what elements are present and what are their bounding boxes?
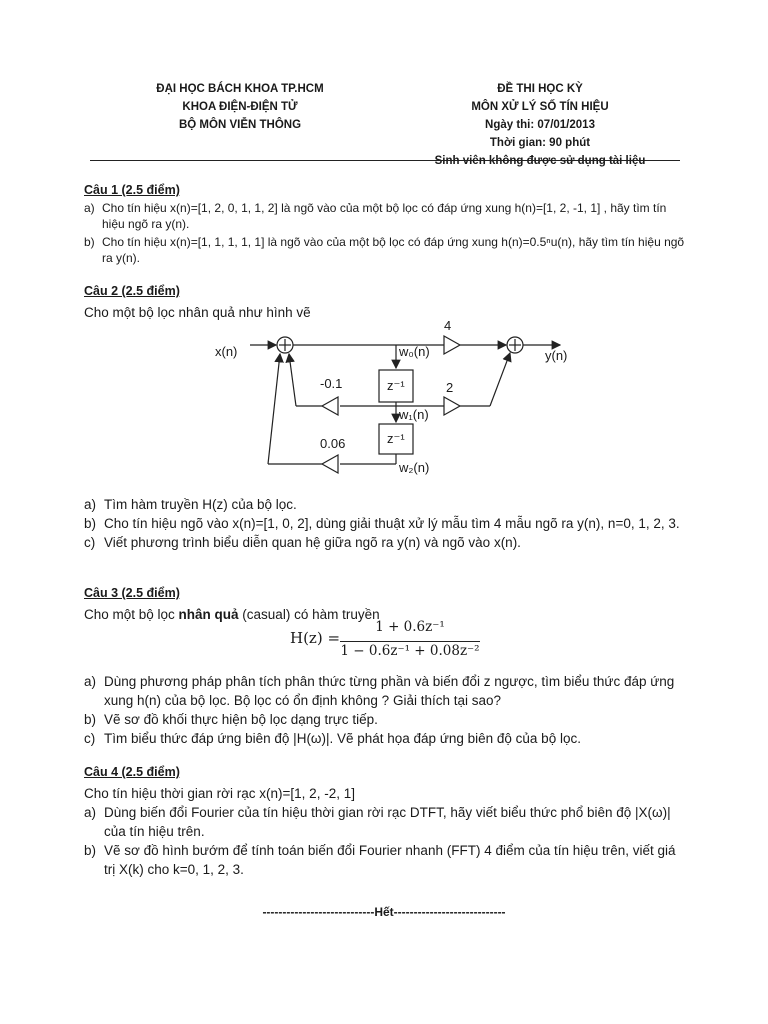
header-divider — [90, 160, 680, 161]
question-4-intro: Cho tín hiệu thời gian rời rạc x(n)=[1, 2, -2, 1] — [84, 786, 355, 801]
fraction-bar — [340, 641, 480, 642]
delay-1-label: z⁻¹ — [387, 378, 405, 393]
question-4a — [84, 803, 688, 841]
formula-numerator: 1 + 0.6z⁻¹ — [375, 619, 445, 635]
item-label: a) — [84, 201, 95, 215]
item-label: c) — [84, 731, 96, 746]
question-3-title: Câu 3 (2.5 điểm) — [84, 586, 180, 600]
w2-label: w₂(n) — [399, 460, 430, 475]
item-text: Viết phương trình biểu diễn quan hệ giữa ngõ ra y(n) và ngõ vào x(n). — [104, 535, 521, 550]
item-label: a) — [84, 674, 97, 689]
question-3c — [84, 729, 688, 748]
end-marker: ----------------------------Hết---------------------------- — [262, 905, 506, 919]
exam-date: Ngày thi: 07/01/2013 — [485, 119, 595, 131]
gain-b0-label: 4 — [444, 318, 452, 333]
item-label: c) — [84, 535, 96, 550]
question-1-title: Câu 1 (2.5 điểm) — [84, 183, 180, 197]
filter-block-diagram — [0, 315, 768, 515]
item-label: a) — [84, 497, 97, 512]
faculty-name: KHOA ĐIỆN-ĐIỆN TỬ — [182, 101, 298, 113]
question-2a — [84, 495, 688, 514]
gain-b0 — [444, 336, 460, 354]
exam-rule: Sinh viên không được sử dụng tài liệu — [434, 155, 646, 167]
gain-a2-label: 0.06 — [320, 436, 346, 451]
course-name: MÔN XỬ LÝ SỐ TÍN HIỆU — [471, 101, 609, 113]
item-label: b) — [84, 516, 97, 531]
intro-text: Cho một bộ lọc — [84, 607, 179, 622]
item-text: Tìm hàm truyền H(z) của bộ lọc. — [104, 497, 297, 512]
question-3b — [84, 710, 688, 729]
question-4b — [84, 841, 688, 879]
item-label: b) — [84, 712, 97, 727]
w0-label: w₀(n) — [399, 344, 430, 359]
formula-denominator: 1 − 0.6z⁻¹ + 0.08z⁻² — [340, 643, 480, 659]
question-2-title: Câu 2 (2.5 điểm) — [84, 284, 180, 298]
w1-label: w₁(n) — [399, 407, 429, 422]
question-1b — [84, 234, 688, 266]
item-label: b) — [84, 843, 97, 858]
input-label: x(n) — [215, 344, 238, 359]
intro-bold: nhân quả — [178, 607, 239, 622]
delay-2-label: z⁻¹ — [387, 431, 405, 446]
transfer-function — [0, 617, 768, 665]
school-header — [140, 80, 340, 134]
item-text: Vẽ sơ đồ hình bướm để tính toán biến đổi Fourier nhanh (FFT) 4 điểm của tín hiệu trên, viết giá trị X(k) cho k=0, 1, 2, 3. — [104, 843, 676, 877]
intro-text: (casual) có hàm truyền — [238, 607, 380, 622]
exam-title: ĐỀ THI HỌC KỲ — [497, 83, 583, 95]
gain-a2 — [322, 455, 338, 473]
university-name: ĐẠI HỌC BÁCH KHOA TP.HCM — [156, 83, 324, 95]
formula-lhs: H(z) = — [290, 629, 341, 647]
question-1 — [84, 182, 688, 266]
item-text: Tìm biểu thức đáp ứng biên độ |H(ω)|. Vẽ phát họa đáp ứng biên độ của bộ lọc. — [104, 731, 581, 746]
output-label: y(n) — [545, 348, 568, 363]
item-text: Cho tín hiệu x(n)=[1, 1, 1, 1, 1] là ngõ vào của một bộ lọc có đáp ứng xung h(n)=0.5ⁿu(n), hãy tìm tín hiệu ngõ ra y(n). — [102, 235, 685, 265]
item-text: Dùng phương pháp phân tích phân thức từng phần và biến đổi z ngược, tìm biểu thức đáp ứng xung h(n) của bộ lọc. Bộ lọc có ổn định không ? Giải thích tại sao? — [104, 674, 675, 708]
question-2b — [84, 514, 688, 533]
question-3a — [84, 672, 688, 710]
item-text: Cho tín hiệu x(n)=[1, 2, 0, 1, 1, 2] là ngõ vào của một bộ lọc có đáp ứng xung h(n)=[1, 2, -1, 1] , hãy tìm tín hiệu ngõ ra y(n). — [102, 201, 667, 231]
gain-a1-label: -0.1 — [320, 376, 343, 391]
question-3-parts — [84, 672, 688, 748]
question-2c — [84, 533, 688, 552]
exam-duration: Thời gian: 90 phút — [489, 137, 591, 149]
item-label: a) — [84, 805, 97, 820]
gain-a1 — [322, 397, 338, 415]
exam-header — [410, 80, 670, 170]
question-2-parts — [84, 495, 688, 552]
question-2-intro: Cho một bộ lọc nhân quả như hình vẽ — [84, 305, 311, 320]
department-name: BỘ MÔN VIỄN THÔNG — [178, 119, 302, 131]
gain-b1-label: 2 — [446, 380, 454, 395]
gain-b1 — [444, 397, 460, 415]
question-4 — [84, 763, 688, 879]
item-text: Vẽ sơ đồ khối thực hiện bộ lọc dạng trực tiếp. — [104, 712, 378, 727]
item-text: Dùng biến đổi Fourier của tín hiệu thời gian rời rạc DTFT, hãy viết biểu thức phổ biên độ |X(ω)| của tín hiệu trên. — [104, 805, 671, 839]
item-text: Cho tín hiệu ngõ vào x(n)=[1, 0, 2], dùng giải thuật xử lý mẫu tìm 4 mẫu ngõ ra y(n), n=0, 1, 2, 3. — [104, 516, 680, 531]
question-4-title: Câu 4 (2.5 điểm) — [84, 765, 180, 779]
item-label: b) — [84, 235, 95, 249]
question-1a — [84, 200, 688, 232]
